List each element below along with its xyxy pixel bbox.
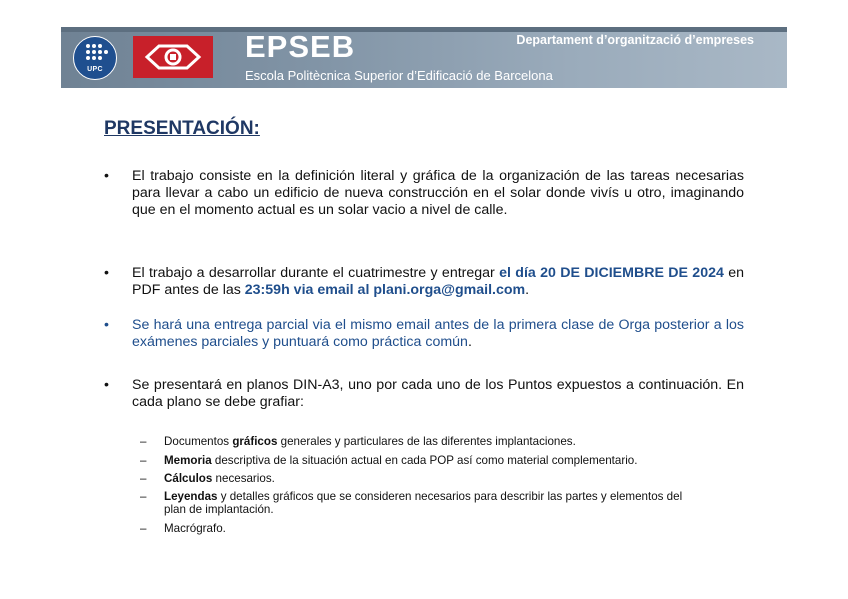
sub-item-text: generales y particulares de las diferentes implantaciones. bbox=[277, 435, 576, 448]
dash-mark: – bbox=[140, 490, 147, 503]
upc-logo-dots bbox=[84, 44, 108, 64]
sub-list-item bbox=[140, 472, 700, 485]
bullet-text-part: El trabajo a desarrollar durante el cuatrimestre y entregar bbox=[132, 265, 500, 281]
bullet-text-part: Se hará una entrega parcial via el mismo email antes de la primera clase de Orga posterior a los exámenes parciales y puntuará como práctica común bbox=[132, 317, 744, 350]
bullet-mark: • bbox=[104, 265, 109, 281]
dash-mark: – bbox=[140, 522, 147, 535]
page-title: PRESENTACIÓN: bbox=[104, 118, 260, 139]
sub-item-text: y detalles gráficos que se consideren necesarios para describir las partes y elementos del plan de implantación. bbox=[164, 490, 683, 516]
sub-list-item bbox=[140, 454, 700, 467]
sub-item-keyword: Leyendas bbox=[164, 490, 218, 503]
bullet-text: Se presentará en planos DIN-A3, uno por cada uno de los Puntos expuestos a continuación. En cada plano se debe grafiar: bbox=[132, 377, 744, 410]
sub-item-text: Macrógrafo. bbox=[164, 522, 226, 535]
bullet-text bbox=[132, 317, 744, 351]
sub-item-keyword: Memoria bbox=[164, 454, 212, 467]
header-banner bbox=[61, 27, 787, 88]
sub-item-keyword: gráficos bbox=[232, 435, 278, 448]
bullet-text-part: en PDF antes de las bbox=[132, 265, 744, 298]
bullet-item bbox=[104, 265, 744, 299]
sub-list-item bbox=[140, 435, 700, 448]
school-acronym: EPSEB bbox=[245, 29, 356, 64]
bullet-text-part: . bbox=[467, 334, 472, 350]
sub-list-item bbox=[140, 522, 700, 535]
bullet-item bbox=[104, 317, 744, 351]
bullet-item bbox=[104, 377, 744, 411]
sub-item-text: descriptiva de la situación actual en cada POP así como material complementario. bbox=[211, 454, 638, 467]
sub-item-keyword: Cálculos bbox=[164, 472, 213, 485]
sub-list-item bbox=[140, 490, 700, 516]
bullet-mark: • bbox=[104, 168, 109, 184]
bullet-text-part: . bbox=[525, 282, 530, 298]
bullet-text: El trabajo consiste en la definición literal y gráfica de la organización de las tareas necesarias para llevar a cabo un edificio de nueva construcción en el solar donde vivís u otro, imaginando que en el momento actual es un solar vacio a nivel de calle. bbox=[132, 168, 744, 218]
dash-mark: – bbox=[140, 454, 147, 467]
upc-logo-text: UPC bbox=[87, 66, 103, 73]
bullet-mark: • bbox=[104, 317, 109, 333]
header-top-strip bbox=[61, 27, 787, 32]
bullet-item bbox=[104, 168, 744, 219]
epseb-seal-logo bbox=[133, 36, 213, 78]
upc-logo bbox=[73, 36, 117, 80]
dash-mark: – bbox=[140, 472, 147, 485]
dash-mark: – bbox=[140, 435, 147, 448]
sub-item-text: Documentos bbox=[164, 435, 233, 448]
seal-emblem-icon bbox=[133, 36, 213, 78]
department-name: Departament d’organització d’empreses bbox=[516, 33, 754, 47]
sub-item-text: necesarios. bbox=[212, 472, 275, 485]
bullet-text bbox=[132, 265, 744, 299]
deadline-date: el día 20 DE DICIEMBRE DE 2024 bbox=[499, 265, 724, 281]
deadline-time-email: 23:59h via email al plani.orga@gmail.com bbox=[244, 282, 526, 298]
bullet-mark: • bbox=[104, 377, 109, 393]
school-full-name: Escola Politècnica Superior d’Edificació de Barcelona bbox=[245, 68, 553, 83]
